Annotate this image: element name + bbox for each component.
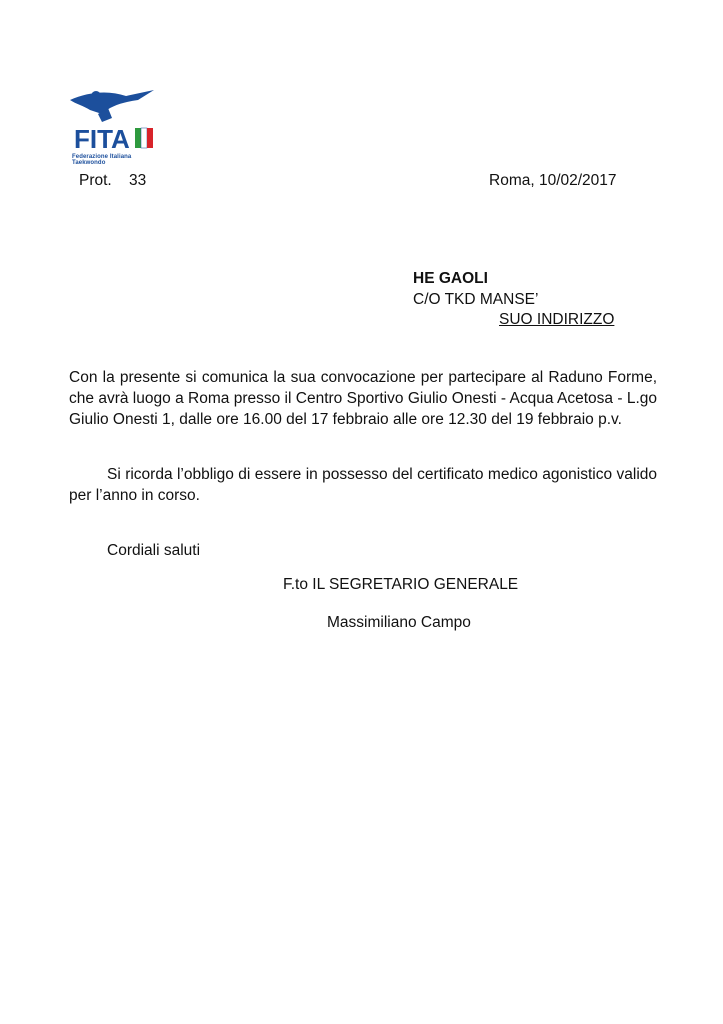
- signature-name: Massimiliano Campo: [327, 614, 471, 631]
- recipient-name: HE GAOLI: [413, 270, 488, 287]
- body-paragraph-1: Con la presente si comunica la sua convocazione per partecipare al Raduno Forme, che avrà luogo a Roma presso il Centro Sportivo Giulio Onesti - Acqua Acetosa - L.go Giulio Onesti 1, dalle ore 16.00 del 17 febbraio alle ore 12.30 del 19 febbraio p.v.: [69, 369, 657, 428]
- greeting: Cordiali saluti: [107, 542, 201, 559]
- protocol-number: 33: [128, 172, 147, 189]
- place-date: Roma, 10/02/2017: [489, 172, 617, 189]
- recipient-address: SUO INDIRIZZO: [499, 311, 615, 328]
- body-paragraph-2: Si ricorda l’obbligo di essere in possesso del certificato medico agonistico valido per l’anno in corso.: [69, 466, 657, 504]
- recipient-care-of: C/O TKD MANSE’: [413, 291, 539, 308]
- signature-title: F.to IL SEGRETARIO GENERALE: [283, 576, 519, 593]
- fita-logo: [68, 86, 160, 166]
- logo-subtitle: Federazione Italiana Taekwondo: [72, 154, 132, 166]
- protocol-label: Prot.: [79, 172, 112, 189]
- protocol: [79, 172, 146, 190]
- taekwondo-kicker-icon: [68, 86, 160, 156]
- logo-text: FITA: [74, 124, 130, 154]
